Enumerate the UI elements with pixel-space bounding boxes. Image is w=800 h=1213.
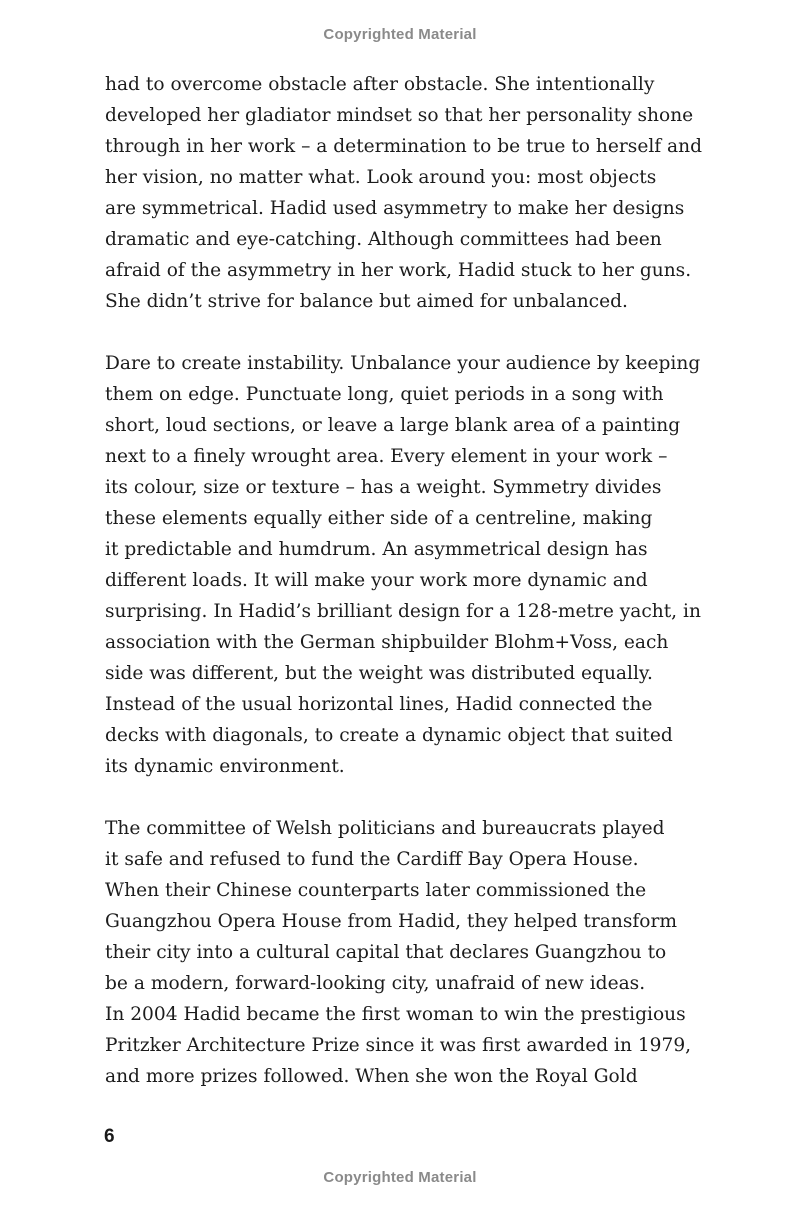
text-line: The committee of Welsh politicians and bureaucrats played bbox=[105, 818, 665, 839]
text-line: their city into a cultural capital that declares Guangzhou to bbox=[105, 942, 667, 963]
text-line: are symmetrical. Hadid used asymmetry to make her designs bbox=[105, 198, 685, 219]
text-line: developed her gladiator mindset so that her personality shone bbox=[105, 105, 694, 126]
text-line: afraid of the asymmetry in her work, Hadid stuck to her guns. bbox=[105, 260, 692, 281]
text-line: side was different, but the weight was distributed equally. bbox=[105, 663, 653, 684]
text-line: had to overcome obstacle after obstacle. She intentionally bbox=[105, 74, 655, 95]
text-line: next to a finely wrought area. Every element in your work – bbox=[105, 446, 668, 467]
text-line: and more prizes followed. When she won the Royal Gold bbox=[105, 1066, 638, 1087]
text-line: through in her work – a determination to be true to herself and bbox=[105, 136, 703, 157]
paragraph-3 bbox=[105, 813, 702, 1092]
text-line: these elements equally either side of a centreline, making bbox=[105, 508, 653, 529]
text-line: them on edge. Punctuate long, quiet periods in a song with bbox=[105, 384, 664, 405]
text-line: short, loud sections, or leave a large blank area of a painting bbox=[105, 415, 681, 436]
text-line: Dare to create instability. Unbalance your audience by keeping bbox=[105, 353, 701, 374]
copyright-watermark-top: Copyrighted Material bbox=[323, 26, 477, 43]
text-line: When their Chinese counterparts later commissioned the bbox=[105, 880, 647, 901]
text-line: She didn’t strive for balance but aimed for unbalanced. bbox=[105, 291, 628, 312]
text-line: decks with diagonals, to create a dynamic object that suited bbox=[105, 725, 673, 746]
copyright-watermark-bottom: Copyrighted Material bbox=[323, 1169, 477, 1186]
text-line: In 2004 Hadid became the first woman to win the prestigious bbox=[105, 1004, 686, 1025]
paragraph-spacer bbox=[105, 782, 702, 813]
text-line: its dynamic environment. bbox=[105, 756, 345, 777]
text-line: surprising. In Hadid’s brilliant design for a 128-metre yacht, in bbox=[105, 601, 701, 622]
page-body-text bbox=[105, 69, 702, 1092]
page-number: 6 bbox=[104, 1126, 115, 1147]
text-line: be a modern, forward-looking city, unafraid of new ideas. bbox=[105, 973, 646, 994]
text-line: association with the German shipbuilder Blohm+Voss, each bbox=[105, 632, 669, 653]
text-line: Guangzhou Opera House from Hadid, they helped transform bbox=[105, 911, 677, 932]
text-line: its colour, size or texture – has a weight. Symmetry divides bbox=[105, 477, 662, 498]
text-line: it safe and refused to fund the Cardiff Bay Opera House. bbox=[105, 849, 639, 870]
paragraph-1 bbox=[105, 69, 702, 317]
paragraph-2 bbox=[105, 348, 702, 782]
text-line: different loads. It will make your work more dynamic and bbox=[105, 570, 648, 591]
text-line: Instead of the usual horizontal lines, Hadid connected the bbox=[105, 694, 653, 715]
text-line: dramatic and eye-catching. Although committees had been bbox=[105, 229, 662, 250]
text-line: Pritzker Architecture Prize since it was first awarded in 1979, bbox=[105, 1035, 692, 1056]
paragraph-spacer bbox=[105, 317, 702, 348]
text-line: her vision, no matter what. Look around you: most objects bbox=[105, 167, 657, 188]
text-line: it predictable and humdrum. An asymmetrical design has bbox=[105, 539, 648, 560]
